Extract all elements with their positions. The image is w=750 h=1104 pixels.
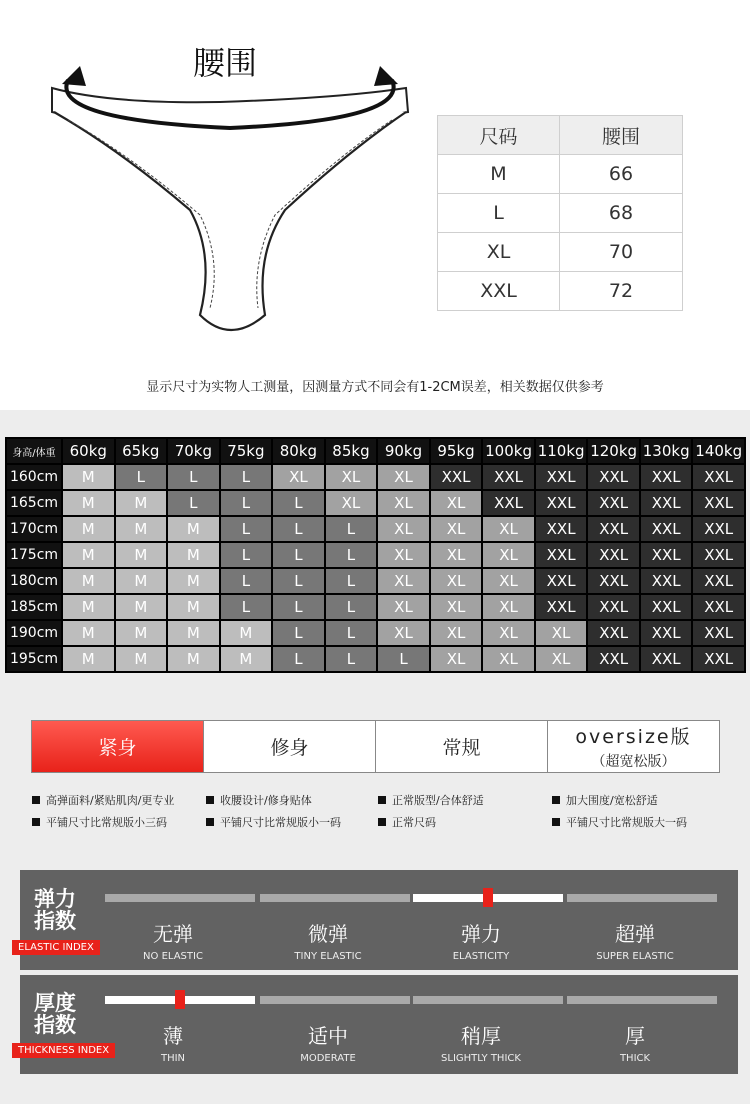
size-cell: XXL bbox=[641, 491, 692, 515]
panel-title-line: 弹力 bbox=[34, 887, 76, 911]
level-label: 厚 bbox=[625, 1024, 645, 1048]
size-cell: L bbox=[273, 621, 324, 645]
level-label-en: TINY ELASTIC bbox=[294, 951, 362, 962]
size-cell: XXL bbox=[641, 543, 692, 567]
fit-note-text: 平铺尺寸比常规版大一码 bbox=[566, 816, 687, 829]
waist-measurement-section bbox=[0, 0, 750, 410]
size-cell: M bbox=[168, 595, 219, 619]
level-marker bbox=[175, 990, 185, 1009]
fit-note-text: 正常尺码 bbox=[392, 816, 436, 829]
size-cell: XXL bbox=[588, 595, 639, 619]
tab-slim-fit[interactable] bbox=[204, 721, 376, 772]
fit-note bbox=[206, 814, 341, 830]
fit-note bbox=[206, 792, 312, 808]
size-cell: L bbox=[221, 569, 272, 593]
thickness-index-panel bbox=[20, 975, 738, 1074]
size-cell: XXL bbox=[588, 621, 639, 645]
level-label: 薄 bbox=[163, 1024, 183, 1048]
weight-header: 75kg bbox=[221, 439, 272, 463]
fit-note-text: 平铺尺寸比常规版小一码 bbox=[220, 816, 341, 829]
size-cell: XXL bbox=[431, 465, 482, 489]
size-cell: M bbox=[116, 595, 167, 619]
measurement-disclaimer: 显示尺寸为实物人工测量，因测量方式不同会有1-2CM误差，相关数据仅供参考 bbox=[146, 380, 604, 395]
level-label: 超弹 bbox=[615, 922, 655, 946]
size-cell: L bbox=[273, 647, 324, 671]
size-cell: XL bbox=[431, 595, 482, 619]
size-cell: XXL bbox=[693, 647, 744, 671]
weight-header: 100kg bbox=[483, 439, 534, 463]
size-cell: L bbox=[221, 517, 272, 541]
table-row bbox=[438, 233, 683, 272]
size-cell: M bbox=[63, 595, 114, 619]
arrow-left-icon bbox=[62, 66, 86, 86]
arrow-right-icon bbox=[374, 66, 398, 86]
bullet-square-icon bbox=[552, 796, 560, 804]
bullet-square-icon bbox=[32, 818, 40, 826]
size-cell: XL bbox=[536, 621, 587, 645]
size-cell: XXL bbox=[483, 465, 534, 489]
scale-level bbox=[560, 1020, 710, 1064]
scale-level bbox=[560, 918, 710, 962]
size-cell: XXL bbox=[693, 595, 744, 619]
tab-tight-fit[interactable] bbox=[32, 721, 204, 772]
size-cell: M bbox=[63, 465, 114, 489]
size-cell: XL bbox=[483, 595, 534, 619]
waist-label: 腰围 bbox=[193, 44, 258, 82]
level-label-en: THIN bbox=[160, 1053, 186, 1064]
size-cell: M bbox=[63, 491, 114, 515]
size-cell: XXL bbox=[536, 569, 587, 593]
size-cell: M bbox=[116, 491, 167, 515]
height-row-label: 195cm bbox=[7, 647, 61, 671]
weight-header: 90kg bbox=[378, 439, 429, 463]
scale-level bbox=[406, 918, 556, 962]
level-label: 微弹 bbox=[308, 922, 348, 946]
size-cell: M bbox=[221, 621, 272, 645]
tab-label: 紧身 bbox=[98, 737, 137, 759]
size-cell: XL bbox=[378, 543, 429, 567]
weight-header: 70kg bbox=[168, 439, 219, 463]
size-cell: L bbox=[326, 647, 377, 671]
size-cell: M bbox=[63, 517, 114, 541]
size-cell: XXL bbox=[588, 491, 639, 515]
scale-segment bbox=[413, 996, 563, 1004]
size-cell: XL bbox=[326, 465, 377, 489]
panel-title-line: 指数 bbox=[34, 1013, 76, 1037]
size-cell: L bbox=[221, 465, 272, 489]
size-cell: XL bbox=[483, 543, 534, 567]
size-cell: XL bbox=[378, 569, 429, 593]
size-cell: L bbox=[221, 595, 272, 619]
size-cell: XXL bbox=[588, 517, 639, 541]
height-row-label: 190cm bbox=[7, 621, 61, 645]
bullet-square-icon bbox=[378, 818, 386, 826]
fit-note bbox=[552, 792, 658, 808]
fit-note-text: 收腰设计/修身贴体 bbox=[220, 794, 312, 807]
tab-sub-label: （超宽松版） bbox=[591, 754, 676, 770]
table-cell: XXL bbox=[438, 272, 560, 311]
size-cell: L bbox=[168, 491, 219, 515]
size-cell: XXL bbox=[641, 647, 692, 671]
size-cell: XXL bbox=[641, 465, 692, 489]
bullet-square-icon bbox=[378, 796, 386, 804]
size-cell: L bbox=[326, 569, 377, 593]
tab-label: 修身 bbox=[270, 737, 309, 759]
level-label-en: SLIGHTLY THICK bbox=[441, 1053, 521, 1064]
height-row-label: 170cm bbox=[7, 517, 61, 541]
size-cell: XXL bbox=[588, 543, 639, 567]
size-cell: L bbox=[326, 595, 377, 619]
size-cell: M bbox=[168, 543, 219, 567]
tab-regular-fit[interactable] bbox=[376, 721, 548, 772]
size-cell: XXL bbox=[588, 647, 639, 671]
size-cell: L bbox=[326, 517, 377, 541]
size-cell: XXL bbox=[693, 621, 744, 645]
size-cell: M bbox=[116, 621, 167, 645]
weight-header: 120kg bbox=[588, 439, 639, 463]
height-row-label: 180cm bbox=[7, 569, 61, 593]
size-cell: L bbox=[221, 491, 272, 515]
size-cell: XL bbox=[431, 491, 482, 515]
height-row-label: 160cm bbox=[7, 465, 61, 489]
scale-segment bbox=[260, 996, 410, 1004]
size-cell: XL bbox=[431, 647, 482, 671]
scale-level bbox=[406, 1020, 556, 1064]
size-cell: M bbox=[63, 543, 114, 567]
height-row-label: 165cm bbox=[7, 491, 61, 515]
scale-level bbox=[253, 1020, 403, 1064]
size-cell: XXL bbox=[588, 465, 639, 489]
size-cell: XXL bbox=[536, 543, 587, 567]
size-cell: XL bbox=[378, 517, 429, 541]
weight-header: 85kg bbox=[326, 439, 377, 463]
level-label-en: ELASTICITY bbox=[452, 951, 510, 962]
size-cell: M bbox=[168, 621, 219, 645]
scale-segment bbox=[567, 894, 717, 902]
panel-title bbox=[34, 888, 76, 932]
size-cell: XXL bbox=[641, 517, 692, 541]
size-cell: M bbox=[116, 569, 167, 593]
size-cell: XL bbox=[378, 595, 429, 619]
fit-type-tabs bbox=[31, 720, 720, 773]
size-cell: L bbox=[116, 465, 167, 489]
table-cell: L bbox=[438, 194, 560, 233]
panel-title bbox=[34, 992, 76, 1036]
table-row bbox=[438, 272, 683, 311]
size-cell: XL bbox=[326, 491, 377, 515]
level-label-en: NO ELASTIC bbox=[143, 951, 203, 962]
table-cell: M bbox=[438, 155, 560, 194]
table-cell: 70 bbox=[560, 233, 683, 272]
weight-header: 130kg bbox=[641, 439, 692, 463]
size-cell: XXL bbox=[588, 569, 639, 593]
fit-note-text: 高弹面料/紧贴肌肉/更专业 bbox=[46, 794, 175, 807]
size-cell: XXL bbox=[536, 465, 587, 489]
fit-note bbox=[378, 814, 436, 830]
bullet-square-icon bbox=[552, 818, 560, 826]
scale-level bbox=[98, 1020, 248, 1064]
size-cell: M bbox=[168, 647, 219, 671]
size-cell: M bbox=[221, 647, 272, 671]
size-cell: XXL bbox=[641, 621, 692, 645]
size-cell: L bbox=[168, 465, 219, 489]
size-cell: L bbox=[273, 491, 324, 515]
size-cell: XXL bbox=[641, 569, 692, 593]
tab-oversize-fit[interactable] bbox=[548, 721, 719, 772]
height-weight-size-chart bbox=[5, 437, 746, 673]
fit-note bbox=[32, 814, 167, 830]
panel-title-line: 厚度 bbox=[34, 991, 76, 1015]
briefs-illustration bbox=[40, 40, 420, 350]
level-marker bbox=[483, 888, 493, 907]
table-cell: 68 bbox=[560, 194, 683, 233]
size-cell: M bbox=[116, 543, 167, 567]
table-header-cell: 尺码 bbox=[438, 116, 560, 155]
size-cell: XL bbox=[431, 621, 482, 645]
size-cell: XL bbox=[483, 621, 534, 645]
weight-header: 110kg bbox=[536, 439, 587, 463]
size-cell: XXL bbox=[536, 517, 587, 541]
size-cell: XL bbox=[431, 543, 482, 567]
size-cell: XXL bbox=[641, 595, 692, 619]
size-cell: L bbox=[273, 543, 324, 567]
size-cell: M bbox=[116, 517, 167, 541]
fit-note-text: 正常版型/合体舒适 bbox=[392, 794, 484, 807]
weight-header: 140kg bbox=[693, 439, 744, 463]
weight-header: 80kg bbox=[273, 439, 324, 463]
thickness-index-tag: THICKNESS INDEX bbox=[12, 1043, 115, 1058]
size-cell: XL bbox=[483, 647, 534, 671]
fit-note-text: 平铺尺寸比常规版小三码 bbox=[46, 816, 167, 829]
weight-header: 65kg bbox=[116, 439, 167, 463]
size-cell: XL bbox=[378, 491, 429, 515]
size-cell: XXL bbox=[536, 595, 587, 619]
table-header-row bbox=[438, 116, 683, 155]
level-label: 适中 bbox=[308, 1024, 348, 1048]
size-cell: XXL bbox=[693, 465, 744, 489]
weight-header: 60kg bbox=[63, 439, 114, 463]
level-label: 弹力 bbox=[461, 922, 501, 946]
scale-segment bbox=[567, 996, 717, 1004]
scale-segment bbox=[260, 894, 410, 902]
tab-label: oversize版 bbox=[575, 726, 692, 748]
fit-note-text: 加大围度/宽松舒适 bbox=[566, 794, 658, 807]
scale-level bbox=[98, 918, 248, 962]
elastic-index-tag: ELASTIC INDEX bbox=[12, 940, 100, 955]
table-cell: 66 bbox=[560, 155, 683, 194]
size-cell: M bbox=[116, 647, 167, 671]
size-cell: L bbox=[378, 647, 429, 671]
weight-header: 95kg bbox=[431, 439, 482, 463]
size-cell: M bbox=[168, 569, 219, 593]
size-cell: XXL bbox=[693, 517, 744, 541]
size-cell: M bbox=[63, 621, 114, 645]
level-label-en: MODERATE bbox=[300, 1053, 356, 1064]
size-cell: L bbox=[221, 543, 272, 567]
size-cell: XL bbox=[536, 647, 587, 671]
size-cell: XL bbox=[378, 621, 429, 645]
size-cell: XXL bbox=[693, 491, 744, 515]
chart-corner-label: 身高/体重 bbox=[7, 439, 61, 463]
size-cell: XL bbox=[431, 569, 482, 593]
waist-size-table bbox=[437, 115, 683, 311]
size-cell: L bbox=[273, 569, 324, 593]
tab-label: 常规 bbox=[442, 737, 481, 759]
size-cell: XL bbox=[378, 465, 429, 489]
fit-note bbox=[378, 792, 484, 808]
level-label: 无弹 bbox=[153, 922, 193, 946]
bullet-square-icon bbox=[206, 796, 214, 804]
table-cell: 72 bbox=[560, 272, 683, 311]
scale-segment bbox=[105, 894, 255, 902]
level-label-en: SUPER ELASTIC bbox=[596, 951, 674, 962]
height-row-label: 185cm bbox=[7, 595, 61, 619]
bullet-square-icon bbox=[206, 818, 214, 826]
bullet-square-icon bbox=[32, 796, 40, 804]
scale-level bbox=[253, 918, 403, 962]
height-row-label: 175cm bbox=[7, 543, 61, 567]
size-cell: XL bbox=[431, 517, 482, 541]
elastic-index-panel bbox=[20, 870, 738, 970]
level-label-en: THICK bbox=[619, 1053, 651, 1064]
size-cell: M bbox=[168, 517, 219, 541]
size-cell: XL bbox=[483, 517, 534, 541]
size-cell: M bbox=[63, 569, 114, 593]
size-cell: L bbox=[326, 621, 377, 645]
size-cell: L bbox=[273, 517, 324, 541]
size-cell: XXL bbox=[536, 491, 587, 515]
size-cell: M bbox=[63, 647, 114, 671]
size-cell: L bbox=[273, 595, 324, 619]
size-cell: XXL bbox=[693, 543, 744, 567]
fit-notes bbox=[32, 792, 732, 832]
table-cell: XL bbox=[438, 233, 560, 272]
fit-note bbox=[32, 792, 174, 808]
table-header-cell: 腰围 bbox=[560, 116, 683, 155]
table-row bbox=[438, 155, 683, 194]
size-cell: XL bbox=[273, 465, 324, 489]
size-cell: XXL bbox=[483, 491, 534, 515]
size-cell: L bbox=[326, 543, 377, 567]
table-row bbox=[438, 194, 683, 233]
size-cell: XL bbox=[483, 569, 534, 593]
panel-title-line: 指数 bbox=[34, 909, 76, 933]
size-cell: XXL bbox=[693, 569, 744, 593]
level-label: 稍厚 bbox=[461, 1024, 501, 1048]
fit-note bbox=[552, 814, 687, 830]
